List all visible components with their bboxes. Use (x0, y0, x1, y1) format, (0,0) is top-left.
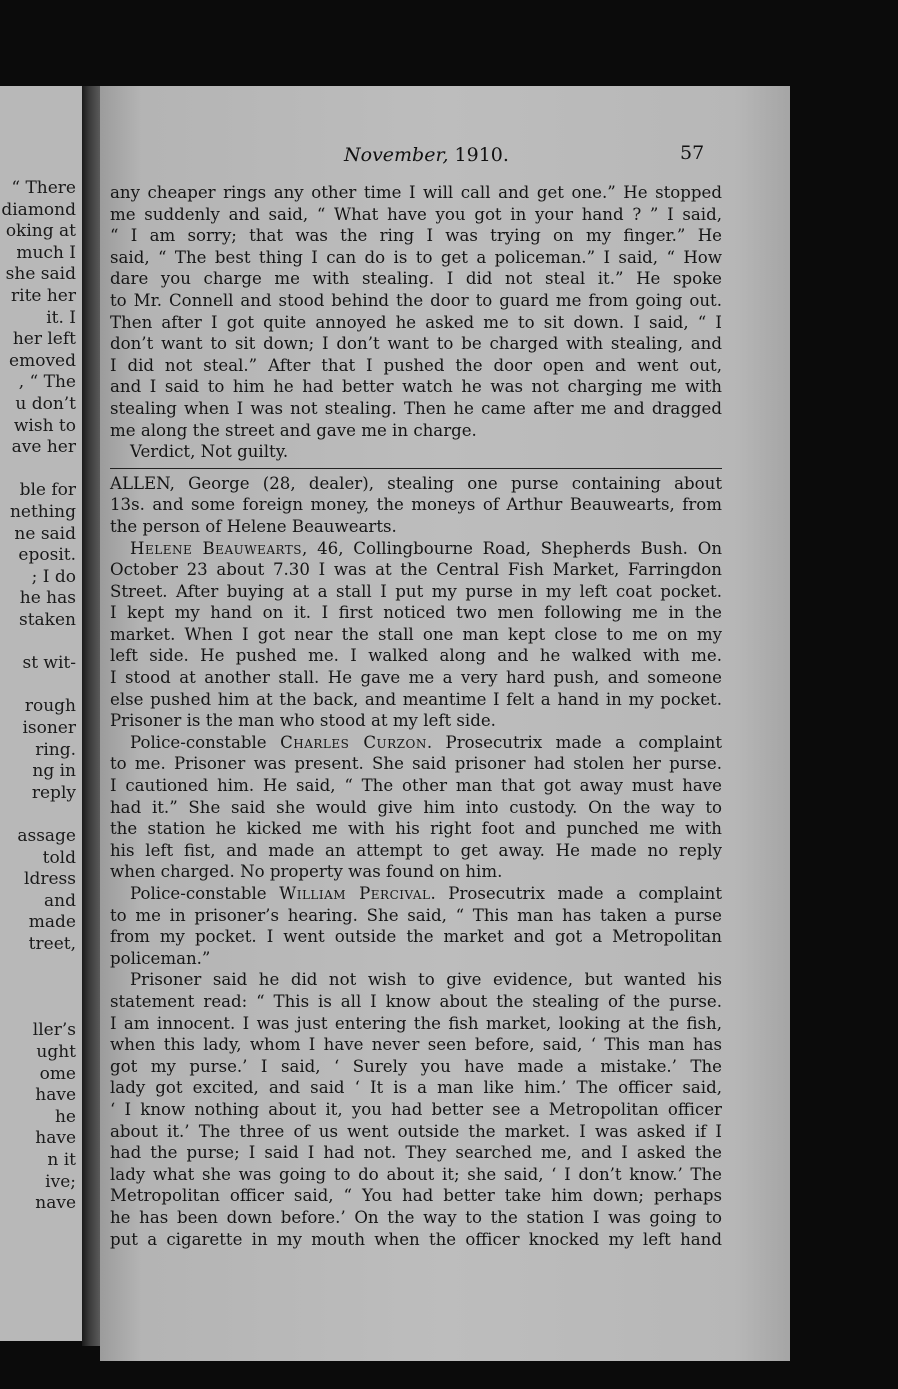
text-line: dare you charge me with stealing. I did not steal it.” He spoke (110, 269, 722, 289)
text-line: ‘ I know nothing about it, you had better see a Metropolitan officer (110, 1099, 722, 1119)
text-line: October 23 about 7.30 I was at the Central Fish Market, Farringdon (110, 560, 722, 580)
text-line: I cautioned him. He said, “ The other man that got away must have (110, 776, 722, 796)
text-line: Prisoner is the man who stood at my left side. (110, 711, 496, 731)
facing-page-line: it. I (46, 307, 76, 328)
facing-page-line: he has (19, 588, 76, 609)
witness-2-testimony (110, 753, 722, 883)
text-line: Then after I got quite annoyed he asked me to sit down. I said, “ I (110, 312, 722, 332)
book-page (100, 86, 790, 1361)
facing-page-line: he (54, 1106, 76, 1127)
witness-3-first-text: . Prosecutrix made a complaint (430, 884, 723, 903)
facing-page-line: told (42, 847, 76, 868)
text-line: I stood at another stall. He gave me a very hard push, and someone (110, 668, 722, 688)
witness-2-name: Charles Curzon (280, 732, 427, 752)
text-line: got my purse.’ I said, ‘ Surely you have made a mistake.’ The (110, 1056, 722, 1076)
facing-page-line: rough (24, 696, 76, 717)
facing-page-line: wish to (13, 415, 76, 436)
witness-2-first-text: . Prosecutrix made a complaint (426, 732, 723, 752)
facing-page-line: staken (18, 610, 76, 630)
text-line: to me. Prisoner was present. She said prisoner had stolen her purse. (110, 754, 722, 774)
case-divider-rule (110, 468, 722, 469)
facing-page-line: st wit- (22, 653, 76, 674)
text-line: he has been down before.’ On the way to the station I was going to (110, 1207, 722, 1227)
text-line: I kept my hand on it. I first noticed two men following me in the (110, 603, 722, 623)
text-line: from my pocket. I went outside the market and got a Metropolitan (110, 927, 722, 947)
facing-page-line: ught (36, 1042, 76, 1062)
text-line: me along the street and gave me in charge. (110, 420, 477, 440)
facing-page-line: ive; (45, 1171, 76, 1192)
facing-page-line: u don’t (15, 394, 76, 414)
text-line: left side. He pushed me. I walked along and he walked with me. (110, 646, 722, 666)
facing-page-line: isoner (22, 718, 76, 738)
text-line: said, “ The best thing I can do is to get a policeman.” I said, “ How (110, 247, 722, 267)
facing-page-line: ome (39, 1063, 76, 1084)
case-heading (110, 473, 722, 538)
text-line: don’t want to sit down; I don’t want to be charged with stealing, and (110, 334, 722, 354)
text-line: “ I am sorry; that was the ring I was trying on my finger.” He (110, 226, 722, 246)
text-line: the station he kicked me with his right foot and punched me with (110, 819, 722, 839)
facing-page-line: emoved (9, 350, 76, 371)
text-line: when this lady, whom I have never seen before, said, ‘ This man has (110, 1035, 722, 1055)
facing-page-line: and (44, 890, 76, 911)
witness-2-first-line (110, 732, 722, 754)
witness-1-name: Helene Beauwearts (130, 538, 303, 558)
running-head-year: 1910. (454, 144, 509, 166)
facing-page-line: treet, (28, 934, 76, 954)
text-line: put a cigarette in my mouth when the officer knocked my left hand (110, 1229, 722, 1249)
text-line: stealing when I was not stealing. Then he came after me and dragged (110, 398, 722, 418)
text-line: when charged. No property was found on him. (110, 862, 503, 882)
facing-page-line: nething (9, 502, 76, 522)
running-head (344, 144, 509, 166)
facing-page-line: ave her (11, 437, 76, 458)
page-body (110, 182, 722, 1250)
text-line: I am innocent. I was just entering the fish market, looking at the fish, (110, 1013, 722, 1033)
facing-page-line: ring. (35, 739, 76, 760)
text-line: policeman.” (110, 948, 211, 968)
book-gutter (82, 86, 100, 1346)
text-line: lady what she was going to do about it; she said, ‘ I don’t know.’ The (110, 1164, 722, 1184)
text-line: lady got excited, and said ‘ It is a man like him.’ The officer said, (110, 1078, 722, 1098)
text-line: about it.’ The three of us went outside the market. I was asked if I (110, 1121, 722, 1141)
text-line: me suddenly and said, “ What have you got in your hand ? ” I said, (110, 204, 722, 224)
facing-page-line: eposit. (18, 545, 76, 566)
page-number: 57 (680, 142, 705, 164)
text-line: to me in prisoner’s hearing. She said, “ This man has taken a purse (110, 905, 722, 925)
text-line: else pushed him at the back, and meantime I felt a hand in my pocket. (110, 689, 722, 709)
facing-page-fragment (0, 86, 82, 1341)
witness-3-first-line (110, 883, 722, 905)
text-line: ALLEN, George (28, dealer), stealing one purse containing about (110, 473, 722, 493)
text-line: 13s. and some foreign money, the moneys of Arthur Beauwearts, from (110, 495, 722, 515)
facing-page-line: have (35, 1085, 76, 1106)
text-line: his left fist, and made an attempt to get away. He made no reply (110, 840, 722, 860)
facing-page-line: nave (35, 1193, 76, 1214)
facing-page-line: have (35, 1128, 76, 1149)
text-line: market. When I got near the stall one man kept close to me on my (110, 624, 722, 644)
text-line: Street. After buying at a stall I put my purse in my left coat pocket. (110, 581, 722, 601)
text-line: any cheaper rings any other time I will call and get one.” He stopped (110, 183, 722, 202)
facing-page-line: ldress (24, 869, 76, 890)
text-line: statement read: “ This is all I know about the stealing of the purse. (110, 991, 722, 1011)
text-line: the person of Helene Beauwearts. (110, 516, 397, 536)
facing-page-line: , “ The (18, 372, 76, 393)
facing-page-line: oking at (5, 221, 76, 242)
text-line: had it.” She said she would give him into custody. On the way to (110, 797, 722, 817)
facing-page-line: ble for (19, 480, 76, 501)
running-head-month: November, (344, 144, 449, 166)
witness-2-title: Police-constable (130, 732, 281, 752)
facing-page-line: n it (47, 1150, 76, 1170)
facing-page-line: rite her (11, 286, 76, 306)
facing-page-line: reply (31, 782, 76, 803)
facing-page-line: diamond (1, 199, 76, 220)
text-line: I did not steal.” After that I pushed the door open and went out, (110, 355, 722, 375)
witness-1-testimony (110, 559, 722, 732)
witness-3-name: William Percival (279, 884, 431, 903)
text-line: to Mr. Connell and stood behind the door to guard me from going out. (110, 290, 722, 310)
facing-page-line: ne said (14, 523, 76, 544)
witness-1-first-text: , 46, Collingbourne Road, Shepherds Bush. On (302, 538, 723, 558)
text-line: had the purse; I said I had not. They searched me, and I asked the (110, 1143, 722, 1163)
witness-3-title: Police-constable (130, 884, 280, 903)
text-line: and I said to him he had better watch he was not charging me with (110, 377, 722, 397)
witness-3-testimony (110, 905, 722, 970)
facing-page-line: made (28, 912, 76, 933)
text-line: Prisoner said he did not wish to give evidence, but wanted his (130, 970, 722, 990)
facing-page-line: she said (5, 264, 76, 285)
facing-page-line: her left (12, 329, 76, 350)
testimony-continuation (110, 182, 722, 441)
facing-page-line: assage (17, 826, 76, 846)
facing-page-line: ng in (32, 761, 76, 782)
facing-page-line: ; I do (31, 566, 76, 587)
text-line: Metropolitan officer said, “ You had better take him down; perhaps (110, 1186, 722, 1206)
facing-page-line: ller’s (32, 1020, 76, 1041)
verdict: Verdict, Not guilty. (130, 442, 289, 462)
facing-page-line: “ There (11, 178, 76, 198)
prisoner-statement (110, 969, 722, 1250)
facing-page-line: much I (16, 242, 76, 263)
witness-1-first-line (110, 538, 722, 560)
